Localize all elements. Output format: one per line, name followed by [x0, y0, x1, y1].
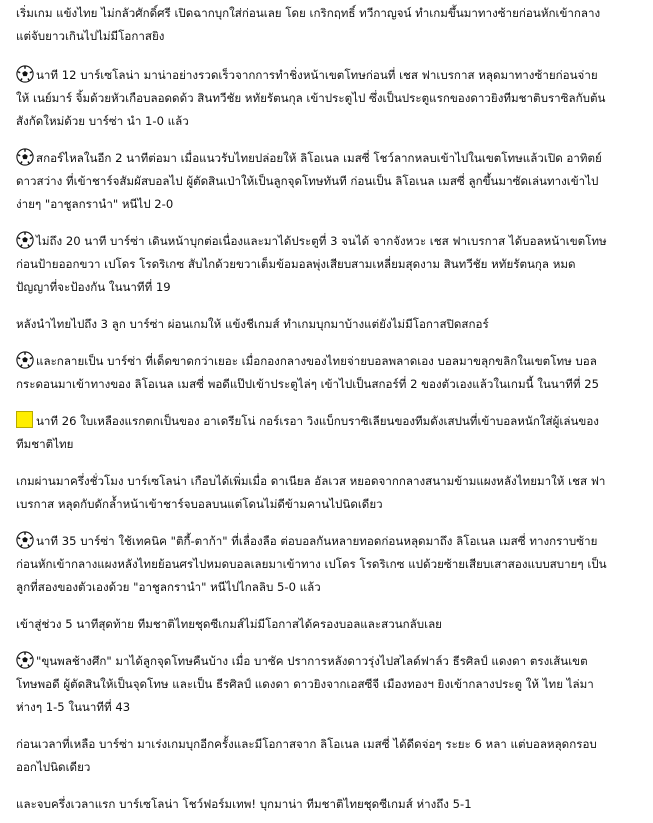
paragraph [16, 613, 608, 636]
paragraph-text: นาที 12 บาร์เซโลน่า มาน่าอย่างรวดเร็วจากการทำชิ่งหน้าเขตโทษก่อนที่ เชส ฟาเบรกาส หลุดมาทางซ้ายก่อนจ่ายให้ เนย์มาร์ จิ้มด้วยหัวเกือบลอดดด้ว สินทวีชัย หทัยรัตนกุล เข้าประตูไป ซึ่งเป็นประตูแรกของดาวยิงทีมชาติบราซิลกับต้นสังกัดใหม่ด้วย บาร์ซ่า นำ 1-0 แล้ว [16, 68, 606, 128]
soccer-ball-icon [16, 531, 34, 549]
paragraph-text: เกมผ่านมาครึ่งชั่วโมง บาร์เซโลน่า เกือบได้เพิ่มเมื่อ ดาเนียล อัลเวส หยอดจากกลางสนามข้ามแผงหลังไทยมาให้ เชส ฟาเบรกาส หลุดกับดักล้ำหน้าเข้าชาร์จบอลบนแต่โดนไม่ดีข้ามคานไปนิดเดียว [16, 474, 606, 511]
soccer-ball-icon [16, 65, 34, 83]
paragraph-text: นาที 26 ใบเหลืองแรกตกเป็นของ อาเดรียโน่ กอร์เรอา วิงแบ็กบราซิเลียนของทีมดังเสปนที่เข้าบอลหนักใส่ผู้เล่นของทีมชาติไทย [16, 414, 599, 451]
paragraph-text: นาที 35 บาร์ซ่า ใช้เทคนิค "ติกี้-ตาก้า" ที่เลื่องลือ ต่อบอลกันหลายทอดก่อนหลุดมาถึง ลิโอเนล เมสซี่ ทางกราบซ้ายก่อนหักเข้ากลางแผงหลังไทยย้อนศรไปหมดบอลเลยมาเข้าทาง เปโดร โรดริเกซ แปด้วยซ้ายเสียบเสาสองแบบสบายๆ เป็นลูกที่สองของตัวเองด้วย "อาชูลกรานำ" หนีไปไกลลิบ 5-0 แล้ว [16, 534, 607, 594]
paragraph [16, 147, 608, 216]
paragraph [16, 793, 608, 816]
paragraph-text: และกลายเป็น บาร์ซ่า ที่เด็ดขาดกว่าเยอะ เมื่อกองกลางของไทยจ่ายบอลพลาดเอง บอลมาขลุกขลิกในเขตโทษ บอลกระดอนมาเข้าทางของ ลิโอเนล เมสซี่ พอดีแป๊ปเข้าประตูไล่ๆ เข้าไปเป็นสกอร์ที่ 2 ของตัวเองแล้วในเกมนี้ ในนาทีที่ 25 [16, 354, 599, 391]
soccer-ball-icon [16, 351, 34, 369]
paragraph-text: และจบครึ่งเวลาแรก บาร์เซโลน่า โชว์ฟอร์มเทพ! บุกมาน่า ทีมชาติไทยชุดซีเกมส์ ห่างถึง 5-1 [16, 797, 472, 811]
paragraph-text: เข้าสู่ช่วง 5 นาทีสุดท้าย ทีมชาติไทยชุดซีเกมส์ไม่มีโอกาสได้ครองบอลและสวนกลับเลย [16, 617, 442, 631]
paragraph [16, 733, 608, 779]
paragraph-text: เริ่มเกม แข้งไทย ไม่กลัวศักดิ์ศรี เปิดฉากบุกใส่ก่อนเลย โดย เกริกฤทธิ์ ทวีกาญจน์ ทำเกมขึ้นมาทางซ้ายก่อนหักเข้ากลางแต่จับยาวเกินไปไม่มีโอกาสยิง [16, 6, 601, 43]
paragraph-text: ก่อนเวลาที่เหลือ บาร์ซ่า มาเร่งเกมบุกอีกครั้งและมีโอกาสจาก ลิโอเนล เมสซี่ ได้ดีดจ่อๆ ระยะ 6 หลา แต่บอลหลุดกรอบออกไปนิดเดียว [16, 737, 597, 774]
article-body [16, 2, 608, 816]
paragraph [16, 410, 608, 456]
soccer-ball-icon [16, 651, 34, 669]
soccer-ball-icon [16, 148, 34, 166]
paragraph-text: ไม่ถึง 20 นาที บาร์ซ่า เดินหน้าบุกต่อเนื่องและมาได้ประตูที่ 3 จนได้ จากจังหวะ เชส ฟาเบรกาส ได้บอลหน้าเขตโทษก่อนป้ายออกขวา เปโดร โรดริเกซ สับไกด้วยขวาเต็มข้อมอลพุ่งเสียบสามเหลี่ยมสุดงาม สินทวีชัย หทัยรัตนกุล หมดปัญญาที่จะป้องกัน ในนาทีที่ 19 [16, 234, 607, 294]
paragraph [16, 350, 608, 396]
paragraph-text: หลังนำไทยไปถึง 3 ลูก บาร์ซ่า ผ่อนเกมให้ แข้งชีเกมส์ ทำเกมบุกมาบ้างแต่ยังไม่มีโอกาสปิดสกอร์ [16, 317, 489, 331]
paragraph [16, 470, 608, 516]
soccer-ball-icon [16, 231, 34, 249]
paragraph [16, 2, 608, 48]
paragraph-text: สกอร์ไหลในอีก 2 นาทีต่อมา เมื่อแนวรับไทยปล่อยให้ ลิโอเนล เมสซี่ โชว์ลากหลบเข้าไปในเขตโทษแล้วเปิด อาทิตย์ ดาวสว่าง ที่เข้าชาร์จสัมผัสบอลไป ผู้ตัดสินเป่าให้เป็นลูกจุดโทษทันที ก่อนเป็น ลิโอเนล เมสซี่ ลูกขึ้นมาซัดเล่นทางเข้าไปง่ายๆ "อาชูลกรานำ" หนีไป 2-0 [16, 151, 602, 211]
paragraph [16, 530, 608, 599]
paragraph [16, 313, 608, 336]
paragraph [16, 64, 608, 133]
paragraph [16, 650, 608, 719]
yellow-card-icon [16, 411, 33, 428]
paragraph-text: "ขุนพลช้างศึก" มาได้ลูกจุดโทษคืนบ้าง เมื่อ บาซัค ปราการหลังดาวรุ่งไปสไลด์ฟาล์ว ธีรศิลป์ แดงดา ตรงเส้นเขตโทษพอดี ผู้ตัดสินให้เป็นจุดโทษ และเป็น ธีรศิลป์ แดงดา ดาวยิงจากเอสซีจี เมืองทองฯ ยิงเข้ากลางประตู ให้ ไทย ไล่มาห่างๆ 1-5 ในนาทีที่ 43 [16, 654, 594, 714]
paragraph [16, 230, 608, 299]
